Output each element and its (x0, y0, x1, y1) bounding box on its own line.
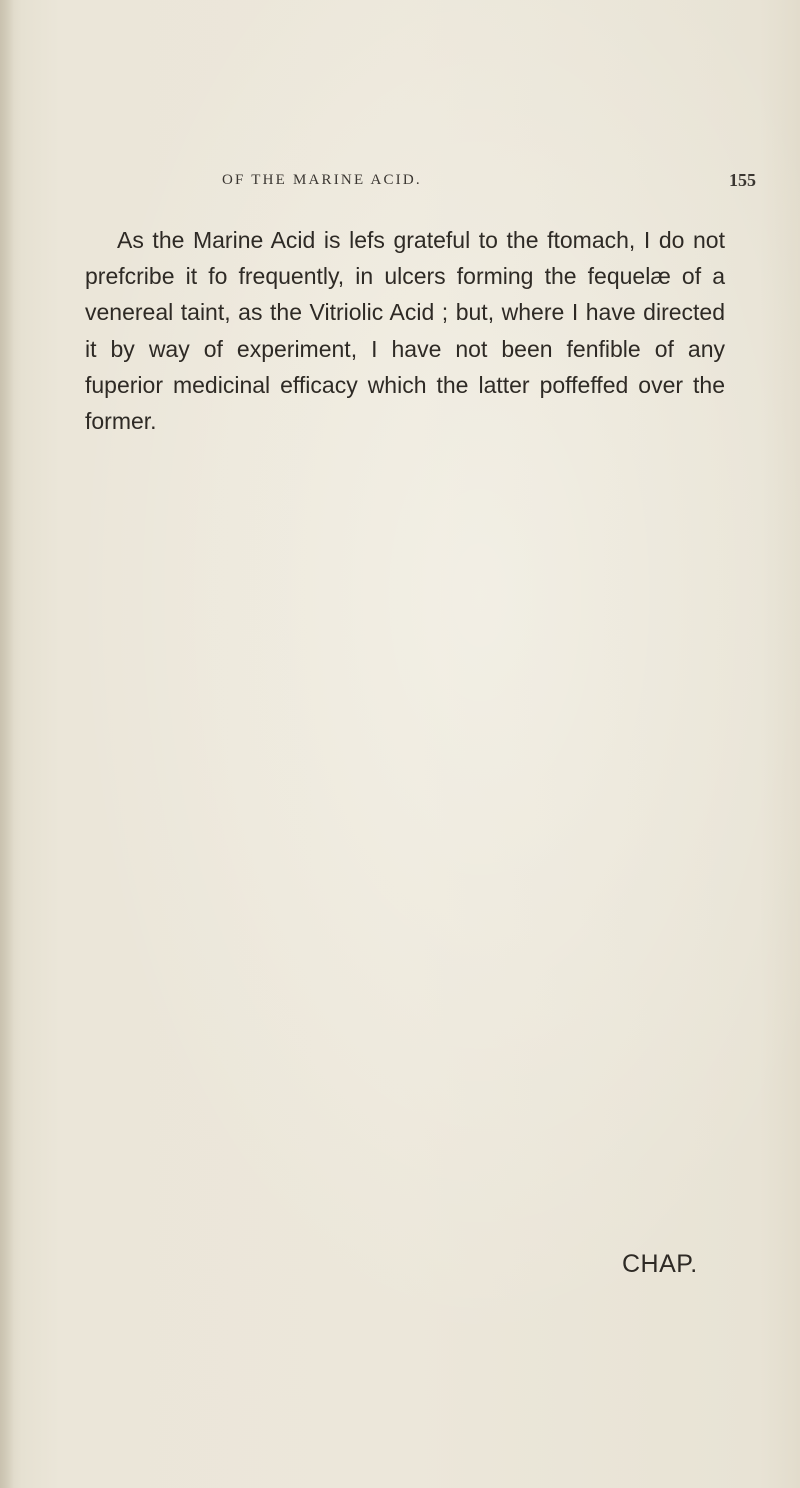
page-number: 155 (729, 170, 756, 190)
running-head: OF THE MARINE ACID. (222, 172, 422, 188)
body-text (85, 222, 725, 439)
page-gutter-shadow (0, 0, 14, 1488)
catchword: CHAP. (622, 1250, 698, 1278)
paragraph: As the Marine Acid is lefs grateful to the ftomach, I do not prefcribe it fo frequently, in ulcers forming the fequelæ of a venereal taint, as the Vitriolic Acid ; but, where I have directed it by way of experiment, I have not been fenfible of any fuperior medicinal efficacy which the latter poffeffed over the former. (85, 227, 725, 435)
